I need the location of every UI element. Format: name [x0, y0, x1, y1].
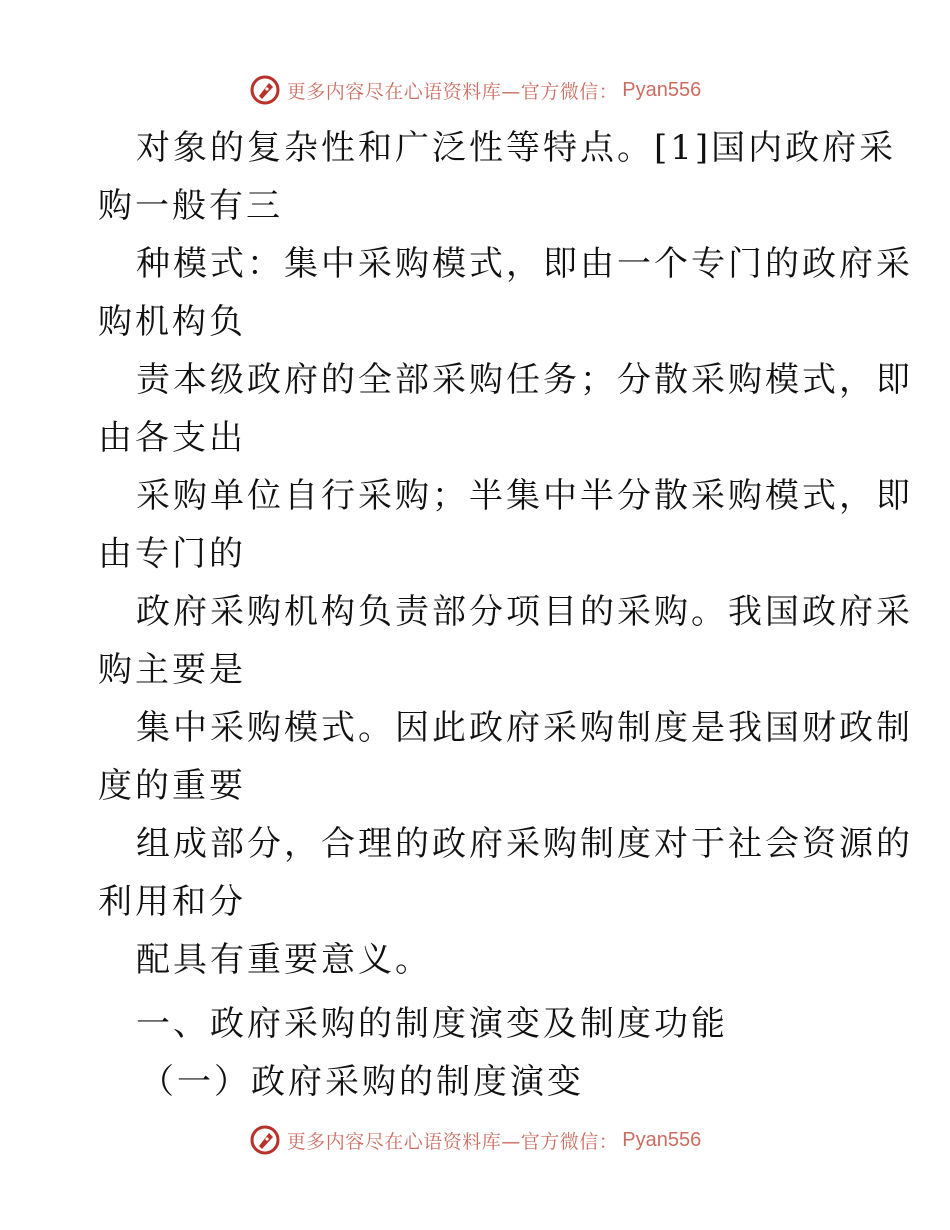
header-watermark — [0, 70, 950, 110]
subsection-heading: （一）政府采购的制度演变 — [140, 1062, 584, 1102]
paragraph-line: 采购单位自行采购；半集中半分散采购模式，即 — [136, 476, 913, 516]
paragraph-line: 购主要是 — [98, 650, 246, 690]
watermark-text: 更多内容尽在心语资料库—官方微信： — [286, 80, 619, 103]
footer-watermark — [0, 1120, 950, 1160]
paragraph-line: 配具有重要意义。 — [136, 940, 432, 980]
paragraph-line: 组成部分，合理的政府采购制度对于社会资源的 — [136, 824, 913, 864]
paragraph-line: 政府采购机构负责部分项目的采购。我国政府采 — [136, 592, 913, 632]
paragraph-line: 集中采购模式。因此政府采购制度是我国财政制 — [136, 708, 913, 748]
paragraph-line: 由各支出 — [98, 418, 246, 458]
paragraph-line: 购一般有三 — [98, 186, 283, 226]
pen-nib-logo-icon — [249, 74, 281, 106]
pen-nib-logo-icon — [249, 1124, 281, 1156]
paragraph-line: 种模式：集中采购模式，即由一个专门的政府采 — [136, 244, 913, 284]
paragraph-line: 对象的复杂性和广泛性等特点。[1]国内政府采 — [136, 128, 897, 168]
section-heading: 一、政府采购的制度演变及制度功能 — [136, 1004, 728, 1044]
paragraph-line: 度的重要 — [98, 766, 246, 806]
paragraph-line: 责本级政府的全部采购任务；分散采购模式，即 — [136, 360, 913, 400]
watermark-wechat-id: Pyan556 — [622, 78, 702, 101]
watermark-wechat-id: Pyan556 — [622, 1128, 702, 1151]
paragraph-line: 利用和分 — [98, 882, 246, 922]
paragraph-line: 购机构负 — [98, 302, 246, 342]
paragraph-line: 由专门的 — [98, 534, 246, 574]
watermark-text: 更多内容尽在心语资料库—官方微信： — [286, 1130, 619, 1153]
